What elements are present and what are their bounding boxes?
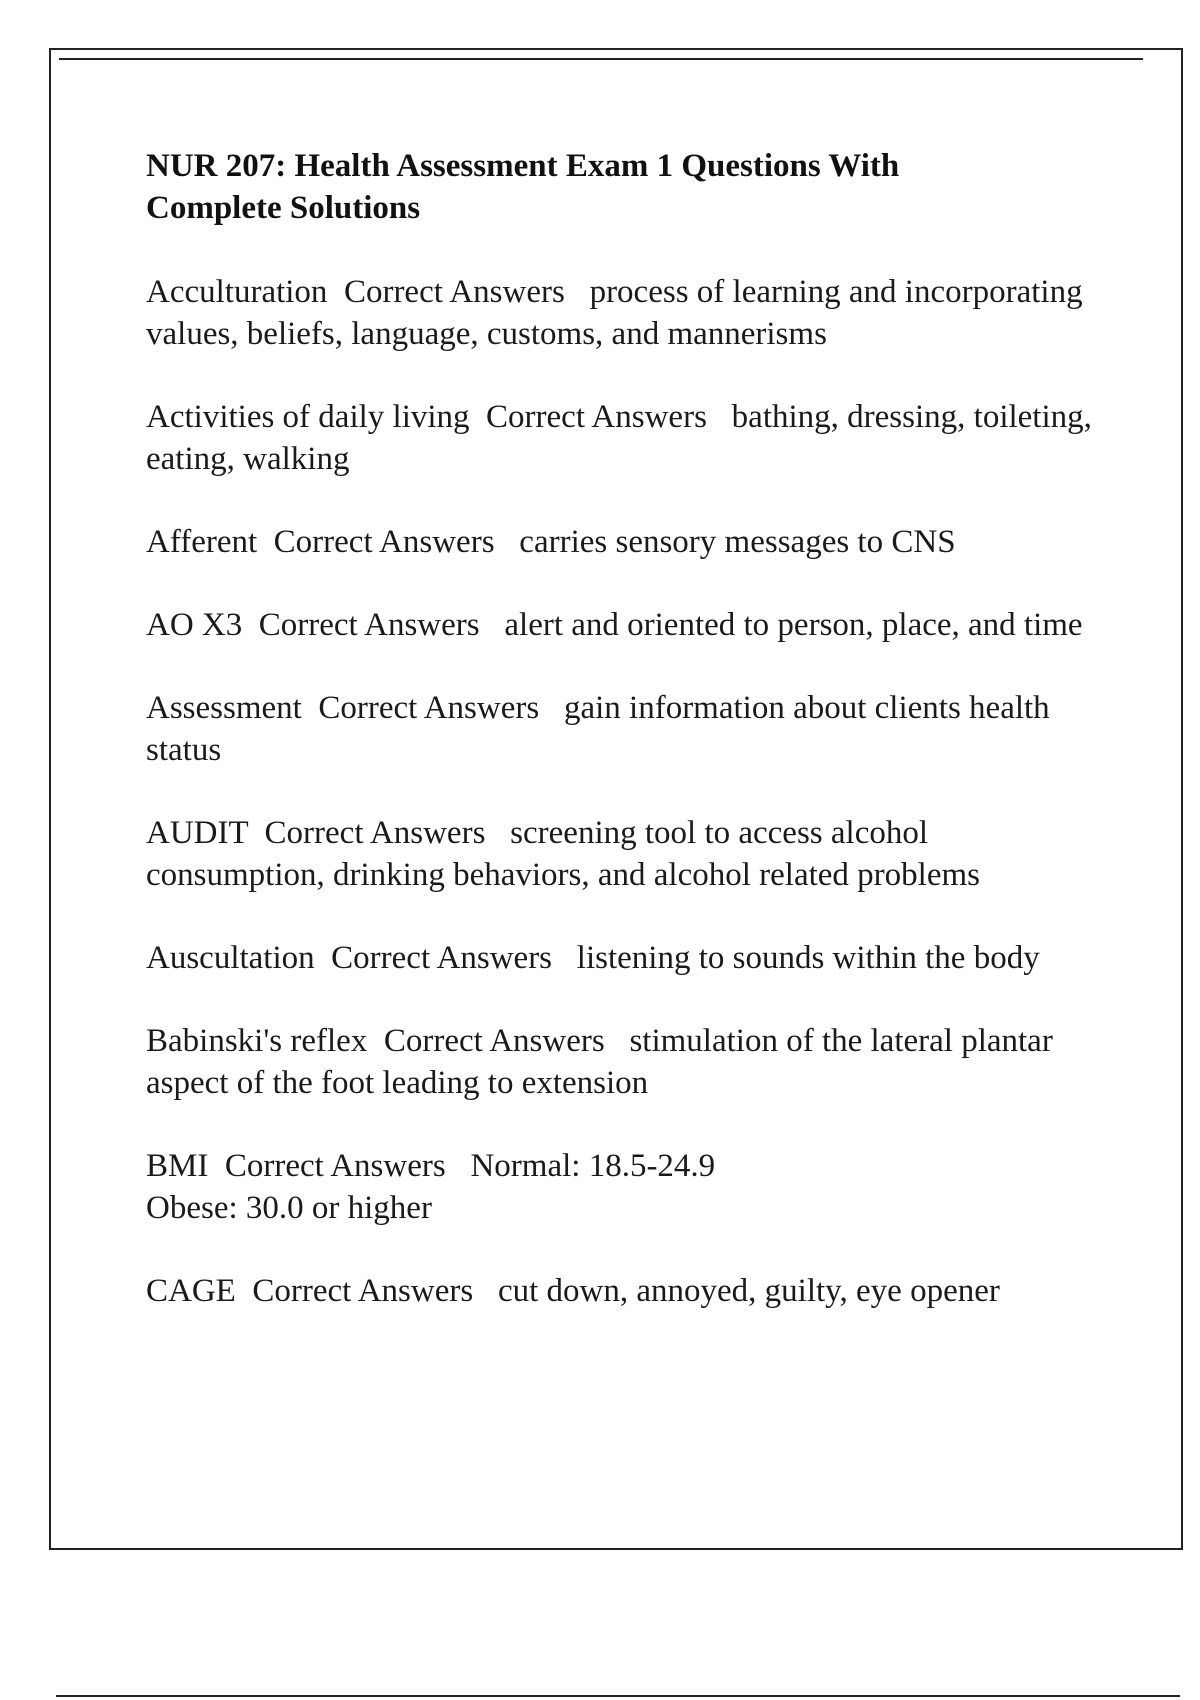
entry-separator: Correct Answers <box>224 1148 446 1184</box>
entry-ao-x3 <box>146 604 1106 646</box>
entry-answer: listening to sounds within the body <box>576 940 1040 976</box>
entry-separator: Correct Answers <box>258 607 480 643</box>
entry-separator: Correct Answers <box>486 399 707 435</box>
entry-term: Babinski's reflex <box>146 1023 368 1059</box>
entry-answer: screening tool to access alcohol consumption, drinking behaviors, and alcohol related problems <box>146 815 980 893</box>
entry-term: AUDIT <box>146 815 249 851</box>
footer-rule <box>56 1695 1180 1697</box>
entry-term: BMI <box>146 1148 209 1184</box>
entry-term: Afferent <box>146 524 258 560</box>
entry-afferent <box>146 521 1106 563</box>
entry-answer: gain information about clients health status <box>146 690 1058 768</box>
entry-answer: stimulation of the lateral plantar aspect of the foot leading to extension <box>146 1023 1062 1101</box>
top-rule <box>59 58 1143 60</box>
entry-term: AO X3 <box>146 607 243 643</box>
entry-answer: bathing, dressing, toileting, eating, walking <box>146 399 1101 477</box>
entry-separator: Correct Answers <box>343 274 565 310</box>
document-body <box>146 145 1106 1353</box>
entry-term: Acculturation <box>146 274 328 310</box>
entry-answer: carries sensory messages to CNS <box>519 524 956 560</box>
entry-assessment <box>146 687 1106 771</box>
entry-acculturation <box>146 271 1106 355</box>
title-line-1: NUR 207: Health Assessment Exam 1 Questions With <box>146 148 900 184</box>
entry-separator: Correct Answers <box>252 1273 474 1309</box>
entry-term: Auscultation <box>146 940 315 976</box>
entry-activities-of-daily-living <box>146 396 1106 480</box>
entry-term: Assessment <box>146 690 302 726</box>
title-line-2: Complete Solutions <box>146 190 421 226</box>
entry-audit <box>146 812 1106 896</box>
entry-answer: cut down, annoyed, guilty, eye opener <box>497 1273 1000 1309</box>
entry-term: Activities of daily living <box>146 399 470 435</box>
entry-answer: process of learning and incorporating values, beliefs, language, customs, and mannerisms <box>146 274 1091 352</box>
document-title <box>146 145 1106 229</box>
entry-separator: Correct Answers <box>383 1023 605 1059</box>
entry-cage <box>146 1270 1106 1312</box>
entry-babinskis-reflex <box>146 1020 1106 1104</box>
entry-term: CAGE <box>146 1273 236 1309</box>
entry-answer: alert and oriented to person, place, and time <box>504 607 1083 643</box>
entry-separator: Correct Answers <box>331 940 553 976</box>
entry-bmi <box>146 1145 1106 1229</box>
entry-auscultation <box>146 937 1106 979</box>
entry-answer-line-2: Obese: 30.0 or higher <box>146 1190 432 1226</box>
entry-answer: Normal: 18.5-24.9 <box>470 1148 716 1184</box>
entry-separator: Correct Answers <box>273 524 495 560</box>
entry-separator: Correct Answers <box>318 690 540 726</box>
entry-separator: Correct Answers <box>264 815 486 851</box>
